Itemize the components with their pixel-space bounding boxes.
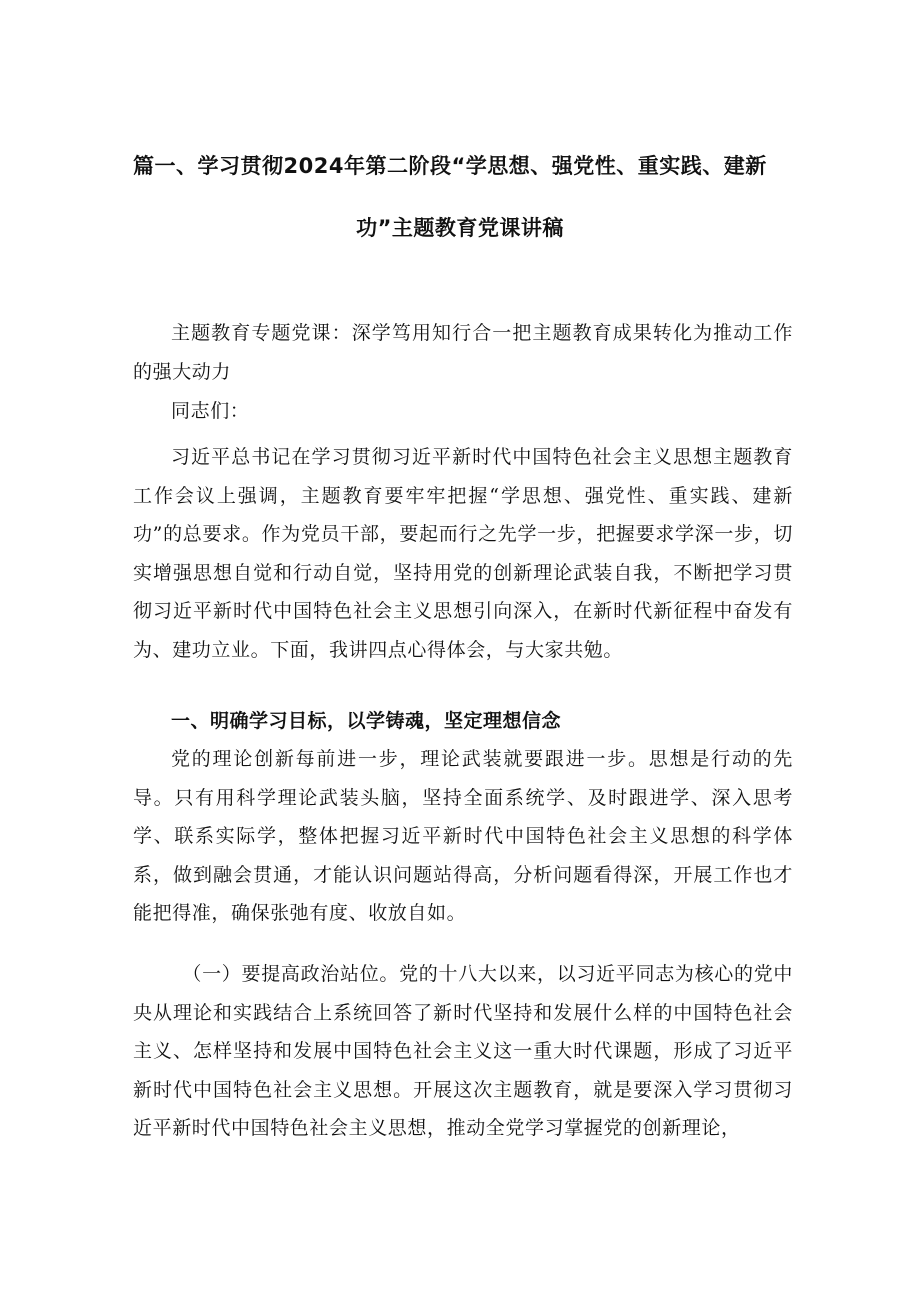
subtitle-paragraph: 主题教育专题党课：深学笃用知行合一把主题教育成果转化为推动工作的强大动力 [133, 322, 793, 383]
section-1-paragraph: 党的理论创新每前进一步，理论武装就要跟进一步。思想是行动的先导。只有用科学理论武装头脑，坚持全面系统学、及时跟进学、深入思考学、联系实际学，整体把握习近平新时代中国特色社会主义思想的科学体系，做到融会贯通，才能认识问题站得高，分析问题看得深，开展工作也才能把得准，确保张弛有度、收放自如。 [133, 748, 793, 924]
section-1-heading: 一、明确学习目标，以学铸魂，坚定理想信念 [171, 710, 562, 732]
document-title-line-2: 功”主题教育党课讲稿 [356, 216, 564, 240]
salutation: 同志们： [171, 400, 250, 422]
document-title-line-1: 篇一、学习贯彻2024年第二阶段“学思想、强党性、重实践、建新 [133, 154, 767, 178]
intro-paragraph: 习近平总书记在学习贯彻习近平新时代中国特色社会主义思想主题教育工作会议上强调，主题教育要牢牢把握“学思想、强党性、重实践、建新功”的总要求。作为党员干部，要起而行之先学一步，把握要求学深一步，切实增强思想自觉和行动自觉，坚持用党的创新理论武装自我，不断把学习贯彻习近平新时代中国特色社会主义思想引向深入，在新时代新征程中奋发有为、建功立业。下面，我讲四点心得体会，与大家共勉。 [133, 446, 793, 661]
subsection-1-paragraph: （一）要提高政治站位。党的十八大以来，以习近平同志为核心的党中央从理论和实践结合上系统回答了新时代坚持和发展什么样的中国特色社会主义、怎样坚持和发展中国特色社会主义这一重大时代课题，形成了习近平新时代中国特色社会主义思想。开展这次主题教育，就是要深入学习贯彻习近平新时代中国特色社会主义思想，推动全党学习掌握党的创新理论， [133, 963, 793, 1139]
